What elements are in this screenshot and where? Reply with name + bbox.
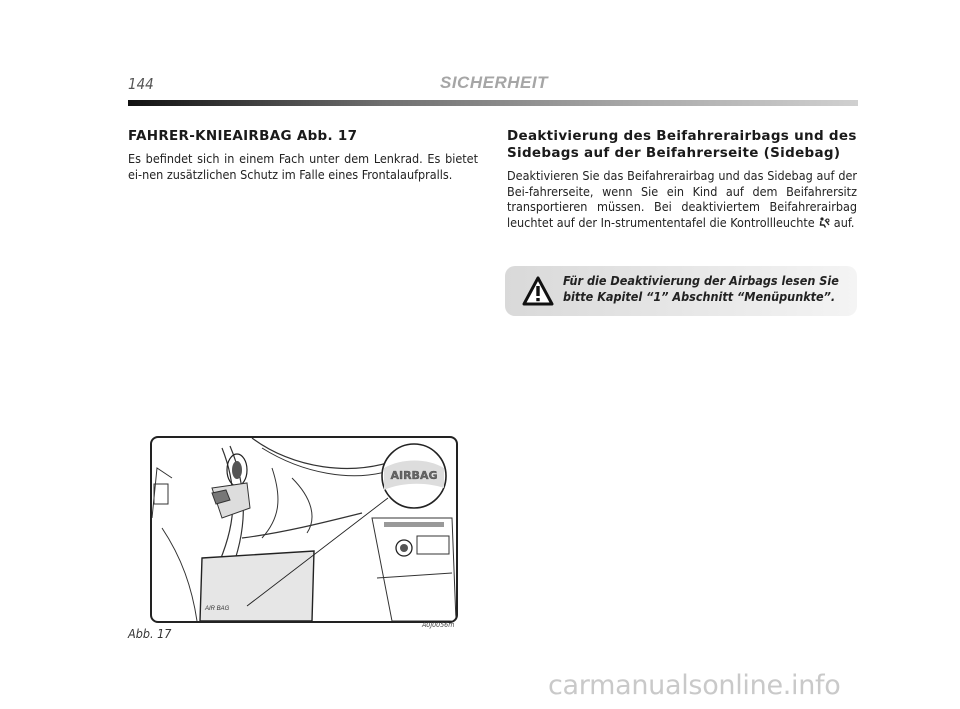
knee-airbag-text: Es befindet sich in einem Fach unter dem Lenkrad. Es bietet ei-nen zusätzlichen Schutz im Falle eines Frontalaufpralls. [128, 151, 478, 182]
figure-label: Abb. 17 [128, 626, 172, 641]
figure-knee-airbag [150, 436, 458, 623]
deactivation-text [507, 168, 857, 230]
panel-label: AIR BAG [205, 606, 230, 612]
deactivation-heading: Deaktivierung des Beifahrerairbags und des Sidebags auf der Beifahrerseite (Sidebag) [507, 128, 857, 161]
warning-text: Für die Deaktivierung der Airbags lesen Sie bitte Kapitel “1” Abschnitt “Menüpunkte”. [563, 273, 839, 304]
deactivation-text-end: auf. [830, 214, 855, 230]
passenger-airbag-off-icon [818, 217, 830, 228]
page-number: 144 [128, 75, 154, 93]
knee-airbag-illustration [152, 438, 456, 621]
figure-code: A0J0056m [422, 621, 455, 629]
knee-airbag-heading: FAHRER-KNIEAIRBAG Abb. 17 [128, 128, 358, 144]
deactivation-text-start: Deaktivieren Sie das Beifahrerairbag und das Sidebag auf der Bei-fahrerseite, wenn Sie ein Kind auf dem Beifahrersitz transportieren müssen. Bei deaktiviertem Beifahrerairbag leuchtet auf der In-strumententafel die Kontrollleuchte [507, 168, 857, 230]
section-title: SICHERHEIT [440, 73, 548, 92]
header-rule [128, 100, 858, 106]
warning-box [505, 266, 857, 316]
callout-airbag-label: AIRBAG [390, 469, 438, 482]
warning-triangle-icon [522, 276, 554, 306]
watermark: carmanualsonline.info [548, 670, 841, 701]
